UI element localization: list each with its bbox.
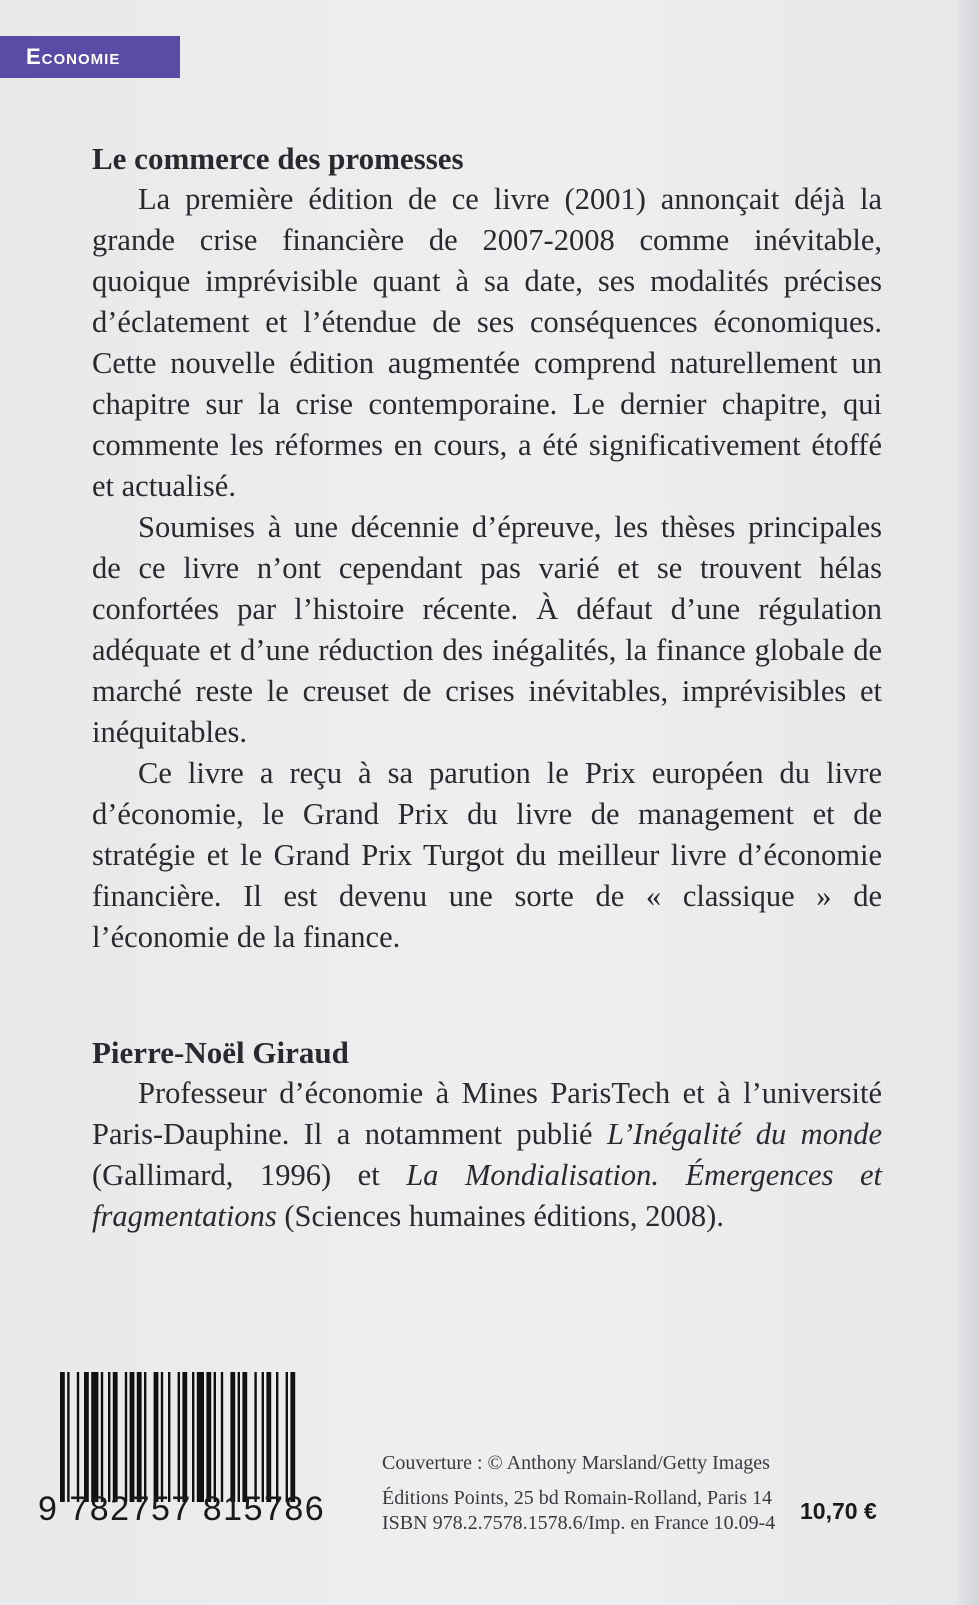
publisher-address: Éditions Points, 25 bd Romain-Rolland, Paris 14 [382, 1487, 773, 1509]
author-section [92, 1032, 882, 1237]
barcode-bar [137, 1372, 142, 1502]
barcode-bar [286, 1372, 288, 1502]
summary-paragraph-1: La première édition de ce livre (2001) annonçait déjà la grande crise financière de 2007-2008 comme inévitable, quoique imprévisible quant à sa date, ses modalités précises d’éclatement et l’étendue de ses conséquences économiques. Cette nouvelle édition augmentée comprend naturellement un chapitre sur la crise contemporaine. Le dernier chapitre, qui commente les réformes en cours, a été significativement étoffé et actualisé. [92, 182, 882, 503]
barcode-bar [192, 1372, 194, 1502]
barcode-bar [197, 1372, 204, 1502]
barcode-bar [266, 1372, 271, 1502]
barcode-bar [144, 1372, 146, 1502]
category-badge: Economie [0, 36, 180, 78]
price: 10,70 € [800, 1498, 877, 1524]
barcode-bar [254, 1372, 256, 1502]
author-bio [92, 1073, 882, 1237]
barcode-bar [125, 1372, 127, 1502]
barcode-bar [130, 1372, 135, 1502]
author-bio-text-1: Professeur d’économie à Mines ParisTech et à l’université Paris-Dauphine. Il a notamment publié [92, 1076, 882, 1151]
barcode-bar [178, 1372, 180, 1502]
barcode-digits: 9 782757 815786 [38, 1490, 326, 1528]
credits [382, 1451, 775, 1536]
barcode-bar [182, 1372, 187, 1502]
barcode-bar [84, 1372, 89, 1502]
barcode-bar [101, 1372, 103, 1502]
barcode-bar [60, 1372, 65, 1502]
barcode-bar [290, 1372, 295, 1502]
author-work-2: La Mondialisation. Émergences et fragmentations [92, 1158, 882, 1233]
barcode-bar [276, 1372, 278, 1502]
barcode-bar [238, 1372, 240, 1502]
summary-paragraph-2: Soumises à une décennie d’épreuve, les thèses principales de ce livre n’ont cependant pas varié et se trouvent hélas confortées par l’histoire récente. À défaut d’une régulation adéquate et d’une réduction des inégalités, la finance globale de marché reste le creuset de crises inévitables, imprévisibles et inéquitables. [92, 510, 882, 749]
barcode-bar [108, 1372, 110, 1502]
book-summary [92, 138, 882, 958]
author-bio-text-2: (Gallimard, 1996) et [92, 1158, 407, 1192]
barcode-bar [168, 1372, 170, 1502]
barcode-bar [230, 1372, 235, 1502]
barcode-bar [221, 1372, 223, 1502]
barcode-bar [154, 1372, 159, 1502]
author-name: Pierre-Noël Giraud [92, 1035, 349, 1070]
barcode-bar [206, 1372, 211, 1502]
author-work-1: L’Inégalité du monde [606, 1117, 882, 1151]
barcode-bar [262, 1372, 264, 1502]
isbn-line: ISBN 978.2.7578.1578.6/Imp. en France 10.09-4 [382, 1512, 776, 1534]
barcode-bar [214, 1372, 216, 1502]
author-bio-text-3: (Sciences humaines éditions, 2008). [276, 1199, 724, 1233]
barcode-bar [77, 1372, 79, 1502]
cover-credit: Couverture : © Anthony Marsland/Getty Images [382, 1452, 770, 1474]
summary-paragraph-3: Ce livre a reçu à sa parution le Prix européen du livre d’économie, le Grand Prix du livre de management et de stratégie et le Grand Prix Turgot du meilleur livre d’économie financière. Il est devenu une sorte de « classique » de l’économie de la finance. [92, 756, 882, 954]
book-title: Le commerce des promesses [92, 141, 464, 176]
barcode-bar [67, 1372, 69, 1502]
barcode-bar [161, 1372, 163, 1502]
barcode-bar [242, 1372, 247, 1502]
barcode-bar [91, 1372, 98, 1502]
barcode-bar [113, 1372, 118, 1502]
cover-edge [957, 0, 979, 1605]
